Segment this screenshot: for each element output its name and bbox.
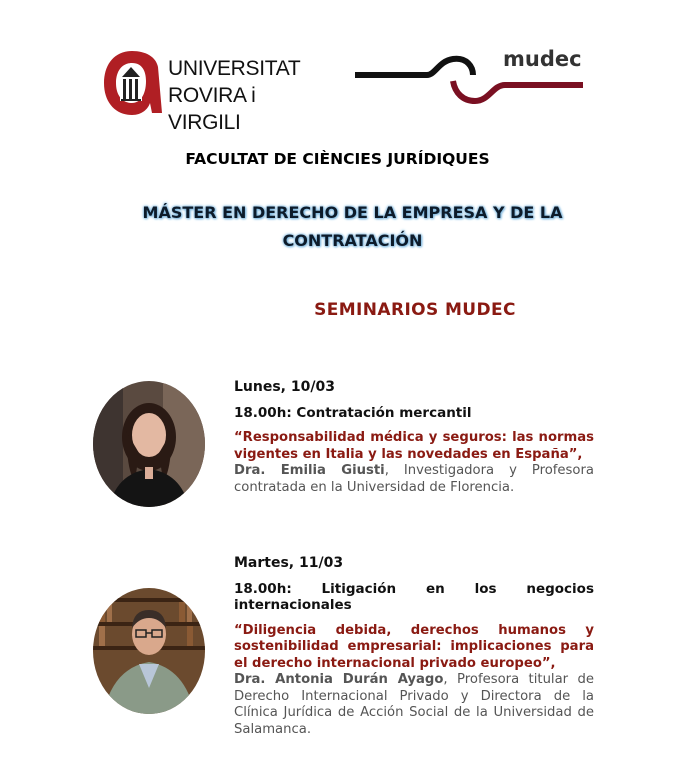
seminar-talk-title: “Diligencia debida, derechos humanos y sostenibilidad empresarial: implicaciones para el derecho internacional privado europeo”, [234, 622, 594, 671]
urv-emblem-icon [100, 47, 164, 117]
speaker-name: Dra. Antonia Durán Ayago [234, 672, 444, 687]
seminar-date: Lunes, 10/03 [234, 379, 335, 395]
speaker-name: Dra. Emilia Giusti [234, 463, 385, 478]
portrait-woman-icon [93, 381, 205, 507]
mudec-text: mudec [503, 47, 582, 71]
faculty-title: FACULTAT DE CIÈNCIES JURÍDIQUES [185, 150, 490, 168]
urv-line1: UNIVERSITAT [168, 57, 301, 80]
urv-logo [100, 47, 301, 134]
speaker-affiliation: , Investigadora y Profesora contratada en la Universidad de Florencia. [234, 463, 594, 495]
master-title [100, 199, 605, 255]
seminar-date: Martes, 11/03 [234, 555, 344, 571]
seminar-speaker-bio [234, 463, 594, 496]
speaker-photo-2 [93, 588, 205, 714]
mudec-logo [355, 47, 585, 105]
master-title-line1: MÁSTER EN DERECHO DE LA EMPRESA Y DE LA [142, 203, 563, 222]
seminar-time-topic: 18.00h: Contratación mercantil [234, 404, 472, 421]
seminar-talk-title: “Responsabilidad médica y seguros: las normas vigentes en Italia y las novedades en España”, [234, 430, 594, 462]
speaker-affiliation: , Profesora titular de Derecho Internacional Privado y Directora de la Clínica Jurídica de Acción Social de la Universidad de Salamanca. [234, 672, 594, 737]
portrait-man-icon [93, 588, 205, 714]
seminar-time-topic: 18.00h: Litigación en los negocios internacionales [234, 580, 594, 613]
urv-line2: ROVIRA i VIRGILI [168, 84, 256, 134]
master-title-line2: CONTRATACIÓN [282, 231, 423, 250]
seminars-title: SEMINARIOS MUDEC [314, 300, 516, 320]
seminar-item-1 [234, 379, 594, 496]
seminar-speaker-bio [234, 672, 594, 738]
seminar-item-2 [234, 555, 594, 738]
speaker-photo-1 [93, 381, 205, 507]
